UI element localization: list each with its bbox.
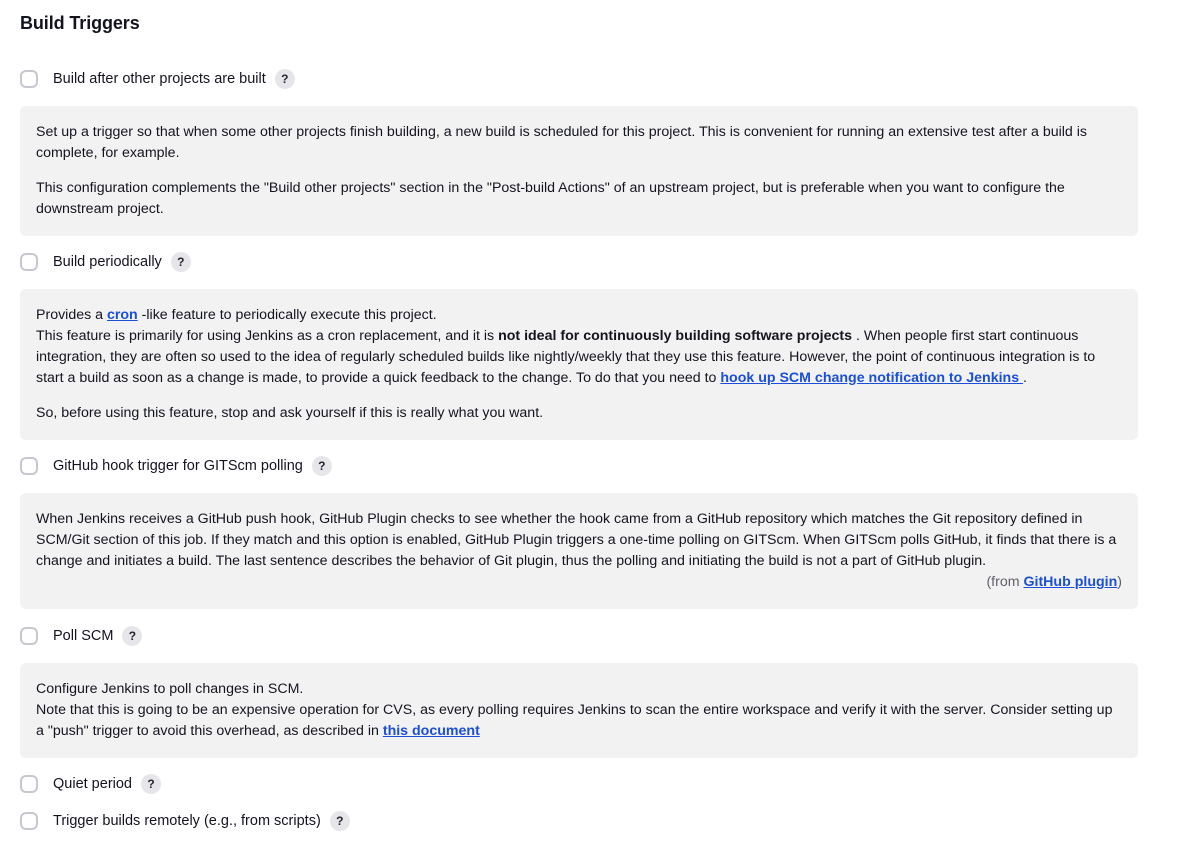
build-periodically-help-icon[interactable]: ?: [171, 252, 191, 272]
github-plugin-attribution: [36, 572, 1122, 593]
trigger-build-after: [20, 68, 295, 90]
cron-link[interactable]: cron: [106, 307, 138, 323]
periodic-text-b: . When people first start continuous integration, they are often so used to the idea of regularly scheduled builds like nightly/weekly that they use this feature. However, the point of continuous integration is to start a build as soon as a change is made, to provide a quick feedback to the change. To do that you need to: [36, 328, 1096, 386]
github-hook-help-icon[interactable]: ?: [312, 456, 332, 476]
build-periodically-help-panel: [20, 289, 1138, 440]
from-prefix: (from: [986, 574, 1024, 590]
build-periodically-label[interactable]: Build periodically: [53, 254, 162, 270]
poll-scm-help-text: [36, 679, 1122, 742]
trigger-remote: [20, 810, 350, 832]
periodic-bold-warning: not ideal for continuously building software projects: [498, 328, 852, 344]
build-after-help-text-1: Set up a trigger so that when some other projects finish building, a new build is scheduled for this project. This is convenient for running an extensive test after a build is complete, for example.: [36, 124, 1087, 161]
github-hook-label[interactable]: GitHub hook trigger for GITScm polling: [53, 458, 303, 474]
trigger-build-periodically: [20, 251, 191, 273]
trigger-remote-help-icon[interactable]: ?: [330, 811, 350, 831]
this-document-link[interactable]: this document: [382, 723, 480, 739]
github-hook-checkbox[interactable]: [20, 457, 38, 475]
section-title: Build Triggers: [20, 13, 140, 33]
poll-scm-help-panel: [20, 663, 1138, 758]
build-after-help-text-2: This configuration complements the "Build other projects" section in the "Post-build Actions" of an upstream project, but is preferable when you want to configure the downstream project.: [36, 180, 1065, 217]
build-periodically-checkbox[interactable]: [20, 253, 38, 271]
poll-scm-checkbox[interactable]: [20, 627, 38, 645]
github-hook-help-panel: [20, 493, 1138, 609]
trigger-github-hook: [20, 455, 332, 477]
trigger-quiet-period: [20, 773, 161, 795]
quiet-period-help-icon[interactable]: ?: [141, 774, 161, 794]
build-after-help-panel: [20, 106, 1138, 236]
trigger-poll-scm: [20, 625, 142, 647]
quiet-period-checkbox[interactable]: [20, 775, 38, 793]
trigger-remote-label[interactable]: Trigger builds remotely (e.g., from scripts): [53, 813, 321, 829]
trigger-remote-checkbox[interactable]: [20, 812, 38, 830]
build-after-checkbox[interactable]: [20, 70, 38, 88]
poll-scm-label[interactable]: Poll SCM: [53, 628, 114, 644]
cron-prefix: Provides a: [36, 307, 107, 323]
poll-scm-text-2: Note that this is going to be an expensive operation for CVS, as every polling requires Jenkins to scan the entire workspace and verify it with the server. Consider setting up a "push" trigger to avoid this overhead, as described in: [36, 702, 1113, 739]
poll-scm-help-icon[interactable]: ?: [122, 626, 142, 646]
periodic-text-a: This feature is primarily for using Jenkins as a cron replacement, and it is: [36, 328, 499, 344]
github-hook-help-text: When Jenkins receives a GitHub push hook, GitHub Plugin checks to see whether the hook came from a GitHub repository which matches the Git repository defined in SCM/Git section of this job. If they match and this option is enabled, GitHub Plugin triggers a one-time polling on GITScm. When GITScm polls GitHub, it finds that there is a change and initiates a build. The last sentence describes the behavior of Git plugin, thus the polling and initiating the build is not a part of GitHub plugin.: [36, 511, 1117, 569]
quiet-period-label[interactable]: Quiet period: [53, 776, 132, 792]
build-after-help-icon[interactable]: ?: [275, 69, 295, 89]
build-periodically-help-text-1: [36, 305, 1122, 389]
scm-notification-link[interactable]: hook up SCM change notification to Jenkins: [720, 370, 1024, 386]
periodic-text-end: .: [1023, 370, 1027, 386]
github-plugin-link[interactable]: GitHub plugin: [1023, 574, 1118, 590]
cron-suffix: -like feature to periodically execute this project.: [137, 307, 437, 323]
build-after-label[interactable]: Build after other projects are built: [53, 71, 266, 87]
build-periodically-help-text-3: So, before using this feature, stop and ask yourself if this is really what you want.: [36, 405, 544, 421]
from-suffix: ): [1117, 574, 1122, 590]
poll-scm-text-1: Configure Jenkins to poll changes in SCM.: [36, 681, 304, 697]
